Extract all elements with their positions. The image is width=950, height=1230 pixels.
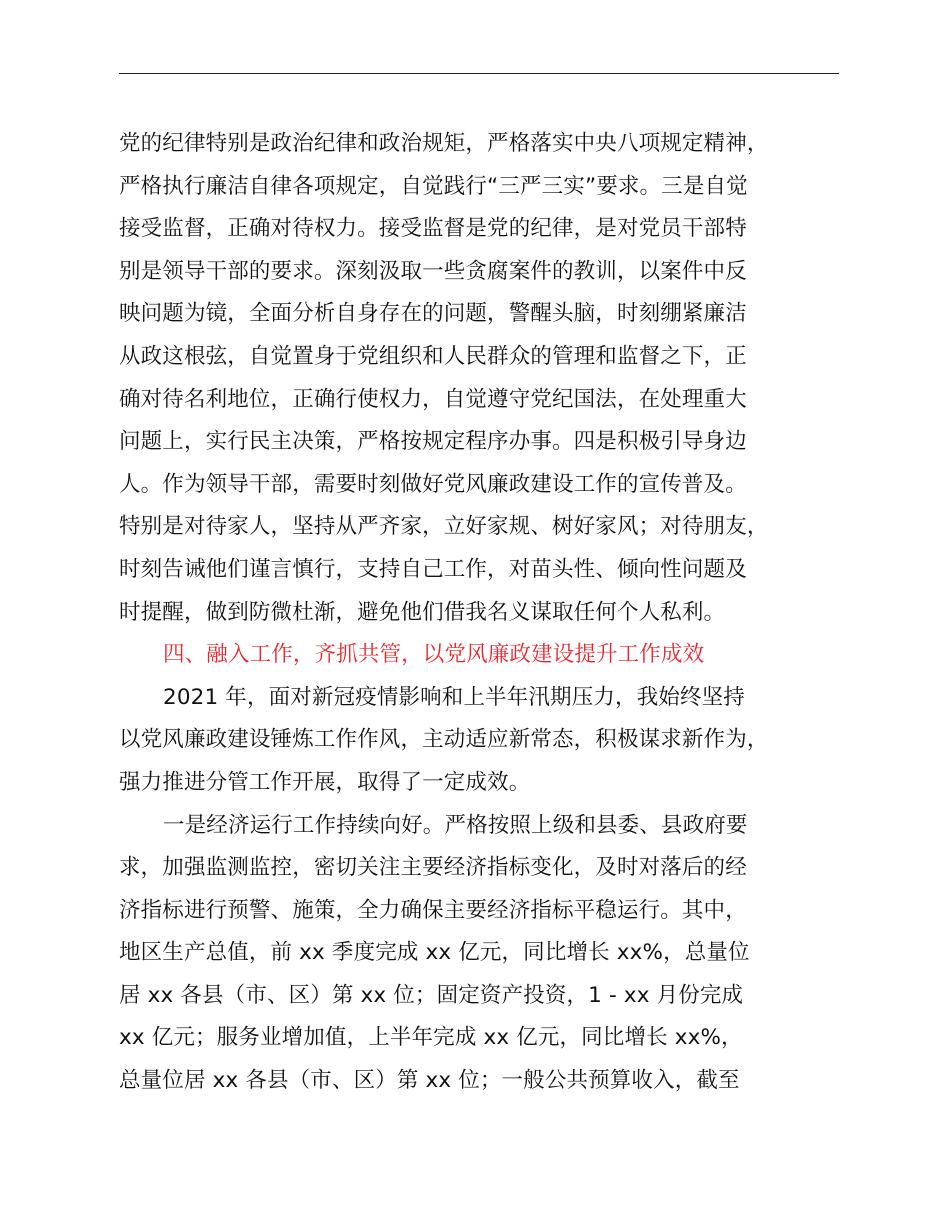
text-line-12: 时提醒，做到防微杜渐，避免他们借我名义谋取任何个人私利。 — [119, 599, 726, 625]
text-line-5: 映问题为镜，全面分析自身存在的问题，警醒头脑，时刻绷紧廉洁 — [119, 301, 747, 327]
text-line-17: 一是经济运行工作持续向好。严格按照上级和县委、县政府要 — [163, 812, 748, 838]
text-line-9: 人。作为领导干部，需要时刻做好党风廉政建设工作的宣传普及。 — [119, 471, 747, 497]
section-heading: 四、融入工作，齐抓共管，以党风廉政建设提升工作成效 — [163, 642, 705, 668]
text-line-6: 从政这根弦，自觉置身于党组织和人民群众的管理和监督之下，正 — [119, 343, 747, 369]
text-line-4: 别是领导干部的要求。深刻汲取一些贪腐案件的教训，以案件中反 — [119, 258, 747, 284]
text-line-10: 特别是对待家人，坚持从严齐家，立好家规、树好家风；对待朋友， — [119, 514, 769, 540]
document-body — [119, 123, 849, 1103]
text-line-20: 地区生产总值，前 xx 季度完成 xx 亿元，同比增长 xx%，总量位 — [119, 940, 750, 966]
text-line-15: 以党风廉政建设锤炼工作作风，主动适应新常态，积极谋求新作为， — [119, 727, 769, 753]
text-line-3: 接受监督，正确对待权力。接受监督是党的纪律，是对党员干部特 — [119, 216, 747, 242]
text-line-23: 总量位居 xx 各县（市、区）第 xx 位；一般公共预算收入，截至 — [119, 1068, 740, 1094]
text-line-11: 时刻告诫他们谨言慎行，支持自己工作，对苗头性、倾向性问题及 — [119, 556, 747, 582]
text-line-21: 居 xx 各县（市、区）第 xx 位；固定资产投资，1 - xx 月份完成 — [119, 982, 744, 1008]
header-rule — [119, 73, 839, 74]
text-line-2: 严格执行廉洁自律各项规定，自觉践行“三严三实”要求。三是自觉 — [119, 173, 748, 199]
text-line-1: 党的纪律特别是政治纪律和政治规矩，严格落实中央八项规定精神， — [119, 131, 769, 156]
text-line-18: 求，加强监测监控，密切关注主要经济指标变化，及时对落后的经 — [119, 855, 747, 881]
text-line-16: 强力推进分管工作开展，取得了一定成效。 — [119, 769, 531, 795]
text-line-22: xx 亿元；服务业增加值，上半年完成 xx 亿元，同比增长 xx%， — [119, 1025, 743, 1051]
text-line-19: 济指标进行预警、施策，全力确保主要经济指标平稳运行。其中， — [119, 897, 747, 923]
text-line-8: 问题上，实行民主决策，严格按规定程序办事。四是积极引导身边 — [119, 429, 747, 455]
text-line-14: 2021 年，面对新冠疫情影响和上半年汛期压力，我始终坚持 — [163, 684, 745, 710]
text-line-7: 确对待名利地位，正确行使权力，自觉遵守党纪国法，在处理重大 — [119, 386, 747, 412]
